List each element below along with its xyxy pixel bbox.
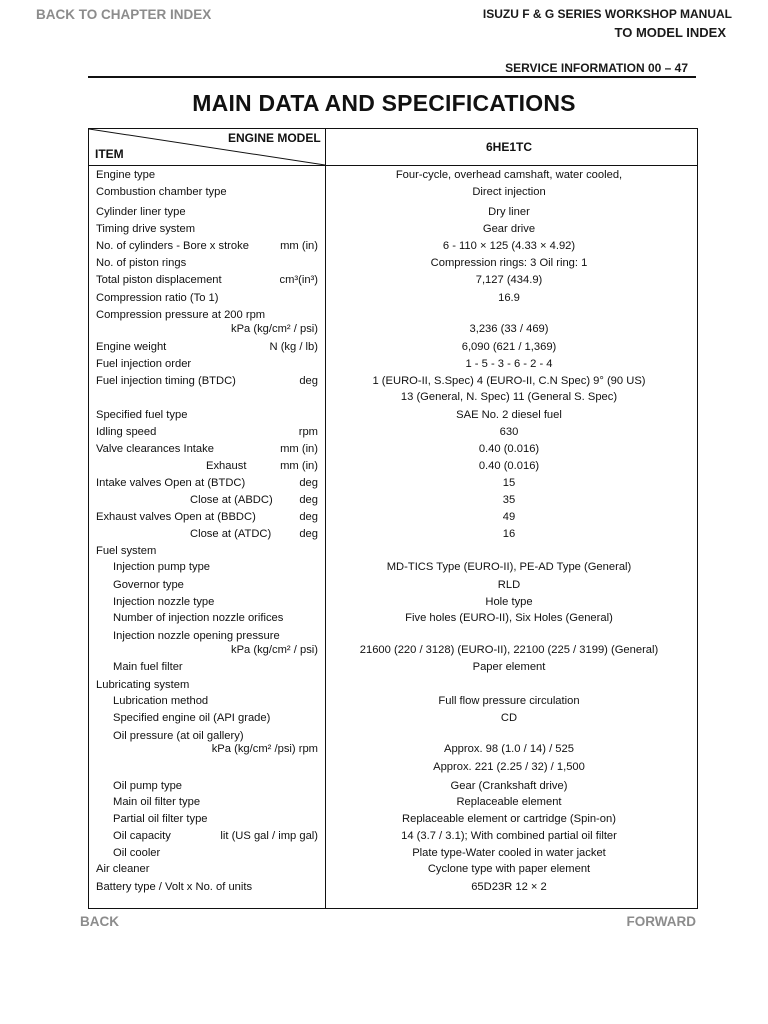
row-value: Approx. 98 (1.0 / 14) / 525 xyxy=(444,743,574,755)
row-value: Approx. 221 (2.25 / 32) / 1,500 xyxy=(433,761,585,773)
row-value: Replaceable element or cartridge (Spin-on) xyxy=(402,813,616,825)
row-value: Gear drive xyxy=(482,223,536,235)
row-value: 15 xyxy=(502,477,516,489)
row-label: Partial oil filter type xyxy=(113,813,208,825)
row-unit: lit (US gal / imp gal) xyxy=(220,830,318,842)
table-bottom-border xyxy=(89,908,697,909)
row-value: 21600 (220 / 3128) (EURO-II), 22100 (225 / 3199) (General) xyxy=(359,644,659,656)
row-label: Air cleaner xyxy=(96,863,150,875)
row-label: Exhaust valves Open at (BBDC) xyxy=(96,511,256,523)
row-label: Injection nozzle type xyxy=(113,596,215,608)
to-model-index-link[interactable]: TO MODEL INDEX xyxy=(614,25,726,40)
row-value: Plate type-Water cooled in water jacket xyxy=(412,847,606,859)
row-value: CD xyxy=(500,712,518,724)
row-unit: kPa (kg/cm² /psi) rpm xyxy=(211,743,318,755)
row-unit: mm (in) xyxy=(280,240,318,252)
row-label: Battery type / Volt x No. of units xyxy=(96,881,253,893)
row-value: SAE No. 2 diesel fuel xyxy=(456,409,562,421)
row-value: MD-TICS Type (EURO-II), PE-AD Type (General) xyxy=(386,561,632,573)
item-heading: ITEM xyxy=(95,147,124,161)
row-value: 16 xyxy=(502,528,516,540)
row-value: Gear (Crankshaft drive) xyxy=(450,780,568,792)
row-label: Main fuel filter xyxy=(113,661,183,673)
forward-link[interactable]: FORWARD xyxy=(626,914,696,929)
row-value: 0.40 (0.016) xyxy=(478,460,540,472)
row-label: Total piston displacement xyxy=(96,274,222,286)
row-value: Paper element xyxy=(472,661,546,673)
page-title: MAIN DATA AND SPECIFICATIONS xyxy=(192,90,576,116)
row-label: Injection nozzle opening pressure xyxy=(113,630,280,642)
row-value: Hole type xyxy=(485,596,533,608)
back-to-chapter-index-link[interactable]: BACK TO CHAPTER INDEX xyxy=(36,7,212,22)
row-unit: cm³(in³) xyxy=(279,274,318,286)
row-label: Valve clearances Intake xyxy=(96,443,214,455)
row-value: Four-cycle, overhead camshaft, water cooled, xyxy=(395,169,623,181)
row-label: Engine type xyxy=(96,169,156,181)
row-value: Cyclone type with paper element xyxy=(427,863,591,875)
row-value: 65D23R 12 × 2 xyxy=(471,881,547,893)
row-label: Oil cooler xyxy=(113,847,161,859)
header-rule xyxy=(88,76,696,78)
row-label: No. of cylinders - Bore x stroke xyxy=(96,240,249,252)
row-label: Cylinder liner type xyxy=(96,206,186,218)
row-value: 1 - 5 - 3 - 6 - 2 - 4 xyxy=(465,358,553,370)
row-label: Lubricating system xyxy=(96,679,190,691)
row-label: Close at (ABDC) xyxy=(190,494,273,506)
back-link[interactable]: BACK xyxy=(80,914,119,929)
row-value: Direct injection xyxy=(472,186,546,198)
row-label: Timing drive system xyxy=(96,223,196,235)
row-unit: kPa (kg/cm² / psi) xyxy=(230,323,318,335)
section-reference: SERVICE INFORMATION 00 – 47 xyxy=(505,61,688,75)
row-label: Number of injection nozzle orifices xyxy=(113,612,284,624)
row-label: Oil capacity xyxy=(113,830,171,842)
row-label: Idling speed xyxy=(96,426,157,438)
row-label: Exhaust xyxy=(206,460,247,472)
row-value: RLD xyxy=(497,579,521,591)
row-label: No. of piston rings xyxy=(96,257,187,269)
row-value: 14 (3.7 / 3.1); With combined partial oil filter xyxy=(401,830,617,842)
row-label: Oil pump type xyxy=(113,780,183,792)
row-label: Combustion chamber type xyxy=(96,186,227,198)
row-unit: mm (in) xyxy=(280,443,318,455)
row-value: Dry liner xyxy=(488,206,530,218)
row-value: 1 (EURO-II, S.Spec) 4 (EURO-II, C.N Spec) 9° (90 US) xyxy=(372,375,646,387)
row-label: Main oil filter type xyxy=(113,796,201,808)
row-value: 6,090 (621 / 1,369) xyxy=(461,341,557,353)
row-label: Fuel injection timing (BTDC) xyxy=(96,375,236,387)
row-unit: N (kg / lb) xyxy=(269,341,318,353)
row-label: Specified fuel type xyxy=(96,409,188,421)
row-label: Compression pressure at 200 rpm xyxy=(96,309,266,321)
row-value: 13 (General, N. Spec) 11 (General S. Spec) xyxy=(400,391,618,403)
row-label: Close at (ATDC) xyxy=(190,528,272,540)
row-value: Full flow pressure circulation xyxy=(438,695,580,707)
row-value: 7,127 (434.9) xyxy=(475,274,543,286)
row-label: Engine weight xyxy=(96,341,167,353)
engine-model-heading: ENGINE MODEL xyxy=(228,131,321,145)
row-value: 0.40 (0.016) xyxy=(478,443,540,455)
row-label: Oil pressure (at oil gallery) xyxy=(113,730,244,742)
row-value: 16.9 xyxy=(498,292,520,304)
row-unit: deg xyxy=(299,375,318,387)
row-unit: kPa (kg/cm² / psi) xyxy=(230,644,318,656)
row-value: Five holes (EURO-II), Six Holes (General) xyxy=(405,612,613,624)
row-label: Intake valves Open at (BTDC) xyxy=(96,477,246,489)
row-label: Fuel system xyxy=(96,545,157,557)
row-value: 3,236 (33 / 469) xyxy=(469,323,549,335)
manual-title: ISUZU F & G SERIES WORKSHOP MANUAL xyxy=(482,7,732,21)
row-value: 35 xyxy=(502,494,516,506)
row-unit: deg xyxy=(299,511,318,523)
header-separator xyxy=(89,165,697,166)
row-unit: deg xyxy=(299,528,318,540)
row-value: 49 xyxy=(502,511,516,523)
row-unit: deg xyxy=(299,477,318,489)
row-value: Replaceable element xyxy=(456,796,562,808)
row-label: Governor type xyxy=(113,579,184,591)
row-label: Fuel injection order xyxy=(96,358,192,370)
row-unit: mm (in) xyxy=(280,460,318,472)
row-unit: rpm xyxy=(298,426,318,438)
row-label: Lubrication method xyxy=(113,695,209,707)
row-label: Specified engine oil (API grade) xyxy=(113,712,271,724)
row-label: Compression ratio (To 1) xyxy=(96,292,219,304)
row-value: 6 - 110 × 125 (4.33 × 4.92) xyxy=(442,240,576,252)
row-value: 630 xyxy=(499,426,519,438)
model-heading: 6HE1TC xyxy=(485,140,532,154)
row-label: Injection pump type xyxy=(113,561,211,573)
row-unit: deg xyxy=(299,494,318,506)
row-value: Compression rings: 3 Oil ring: 1 xyxy=(430,257,588,269)
